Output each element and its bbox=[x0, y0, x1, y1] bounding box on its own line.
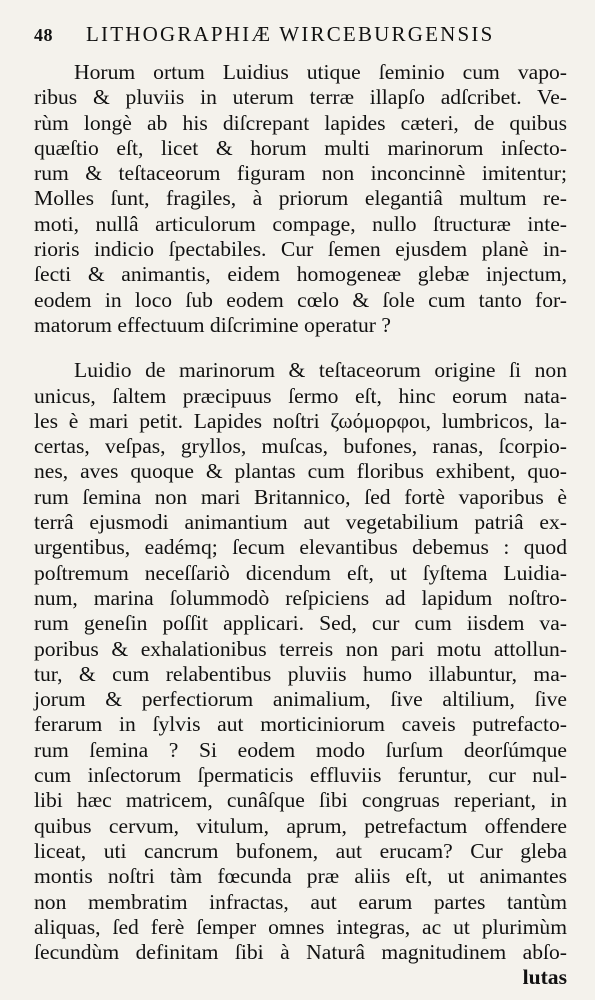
body-text bbox=[34, 60, 567, 965]
text-line: rum ſemina non mari Britannico, ſed fortè vaporibus è bbox=[34, 484, 567, 509]
text-line: liceat, uti cancrum bufonem, aut erucam? Cur gleba bbox=[34, 838, 567, 863]
text-line: Horum ortum Luidius utique ſeminio cum vapo- bbox=[74, 60, 567, 84]
text-line: ribus & pluviis in uterum terræ illapſo adſcribet. Ve- bbox=[34, 85, 567, 110]
text-line: les è mari petit. Lapides noſtri ζωόμορφοι, lumbricos, la- bbox=[34, 408, 567, 433]
text-line: eodem in loco ſub eodem cœlo & ſole cum tanto for- bbox=[34, 287, 567, 312]
paragraph-1 bbox=[34, 60, 567, 338]
text-line: terrâ ejusmodi animantium aut vegetabilium patriâ ex- bbox=[34, 510, 567, 535]
text-line: certas, veſpas, gryllos, muſcas, bufones, ranas, ſcorpio- bbox=[34, 434, 567, 459]
text-line: rum ſemina ? Si eodem modo ſurſum deorſúmque bbox=[34, 737, 567, 762]
paragraph-gap bbox=[34, 338, 567, 358]
page-number: 48 bbox=[34, 25, 53, 45]
text-line: poſtremum neceſſariò dicendum eſt, ut ſyſtema Luidia- bbox=[34, 560, 567, 585]
running-title: LITHOGRAPHIÆ WIRCEBURGENSIS bbox=[86, 22, 495, 46]
text-line: unicus, ſaltem præcipuus ſermo eſt, hinc eorum nata- bbox=[34, 383, 567, 408]
text-line: rum geneſin poſſit applicari. Sed, cur cum iisdem va- bbox=[34, 611, 567, 636]
text-line: nes, aves quoque & plantas cum floribus exhibent, quo- bbox=[34, 459, 567, 484]
text-line: cum inſectorum ſpermaticis effluviis feruntur, cur nul- bbox=[34, 763, 567, 788]
text-line: libi hæc matricem, cunâſque ſibi congruas reperiant, in bbox=[34, 788, 567, 813]
text-line: aliquas, ſed ferè ſemper omnes integras, ac ut plurimùm bbox=[34, 914, 567, 939]
text-line: rioris indicio ſpectabiles. Cur ſemen ejusdem planè in- bbox=[34, 237, 567, 262]
catchword: lutas bbox=[522, 965, 567, 990]
paragraph-2 bbox=[34, 358, 567, 965]
text-line: montis noſtri tàm fœcunda præ aliis eſt, ut animantes bbox=[34, 864, 567, 889]
text-line: poribus & exhalationibus terreis non pari motu attollun- bbox=[34, 636, 567, 661]
text-line: jorum & perfectiorum animalium, ſive altilium, ſive bbox=[34, 687, 567, 712]
text-line: quibus cervum, vitulum, aprum, petrefactum offendere bbox=[34, 813, 567, 838]
text-line: non membratim infractas, aut earum partes tantùm bbox=[34, 889, 567, 914]
text-line: ſecundùm definitam ſibi à Naturâ magnitudinem abſo- bbox=[34, 940, 567, 965]
text-line: moti, nullâ articulorum compage, nullo ſtructuræ inte- bbox=[34, 211, 567, 236]
text-line: rum & teſtaceorum figuram non inconcinnè imitentur; bbox=[34, 161, 567, 186]
text-line: tur, & cum relabentibus pluviis humo illabuntur, ma- bbox=[34, 661, 567, 686]
text-line: quæſtio eſt, licet & horum multi marinorum inſecto- bbox=[34, 135, 567, 160]
text-line: ferarum in ſylvis aut morticiniorum caveis putrefacto- bbox=[34, 712, 567, 737]
text-line: urgentibus, eadémq; ſecum elevantibus debemus : quod bbox=[34, 535, 567, 560]
text-line: num, marina ſolummodò reſpiciens ad lapidum noſtro- bbox=[34, 585, 567, 610]
text-line: Molles ſunt, fragiles, à priorum elegantiâ multum re- bbox=[34, 186, 567, 211]
text-line: ſecti & animantis, eidem homogeneæ glebæ injectum, bbox=[34, 262, 567, 287]
text-line: Luidio de marinorum & teſtaceorum origine ſi non bbox=[74, 358, 567, 383]
text-line: matorum effectuum diſcrimine operatur ? bbox=[34, 312, 391, 337]
text-line: rùm longè ab his diſcrepant lapides cæteri, de quibus bbox=[34, 110, 567, 135]
running-head bbox=[34, 22, 567, 52]
